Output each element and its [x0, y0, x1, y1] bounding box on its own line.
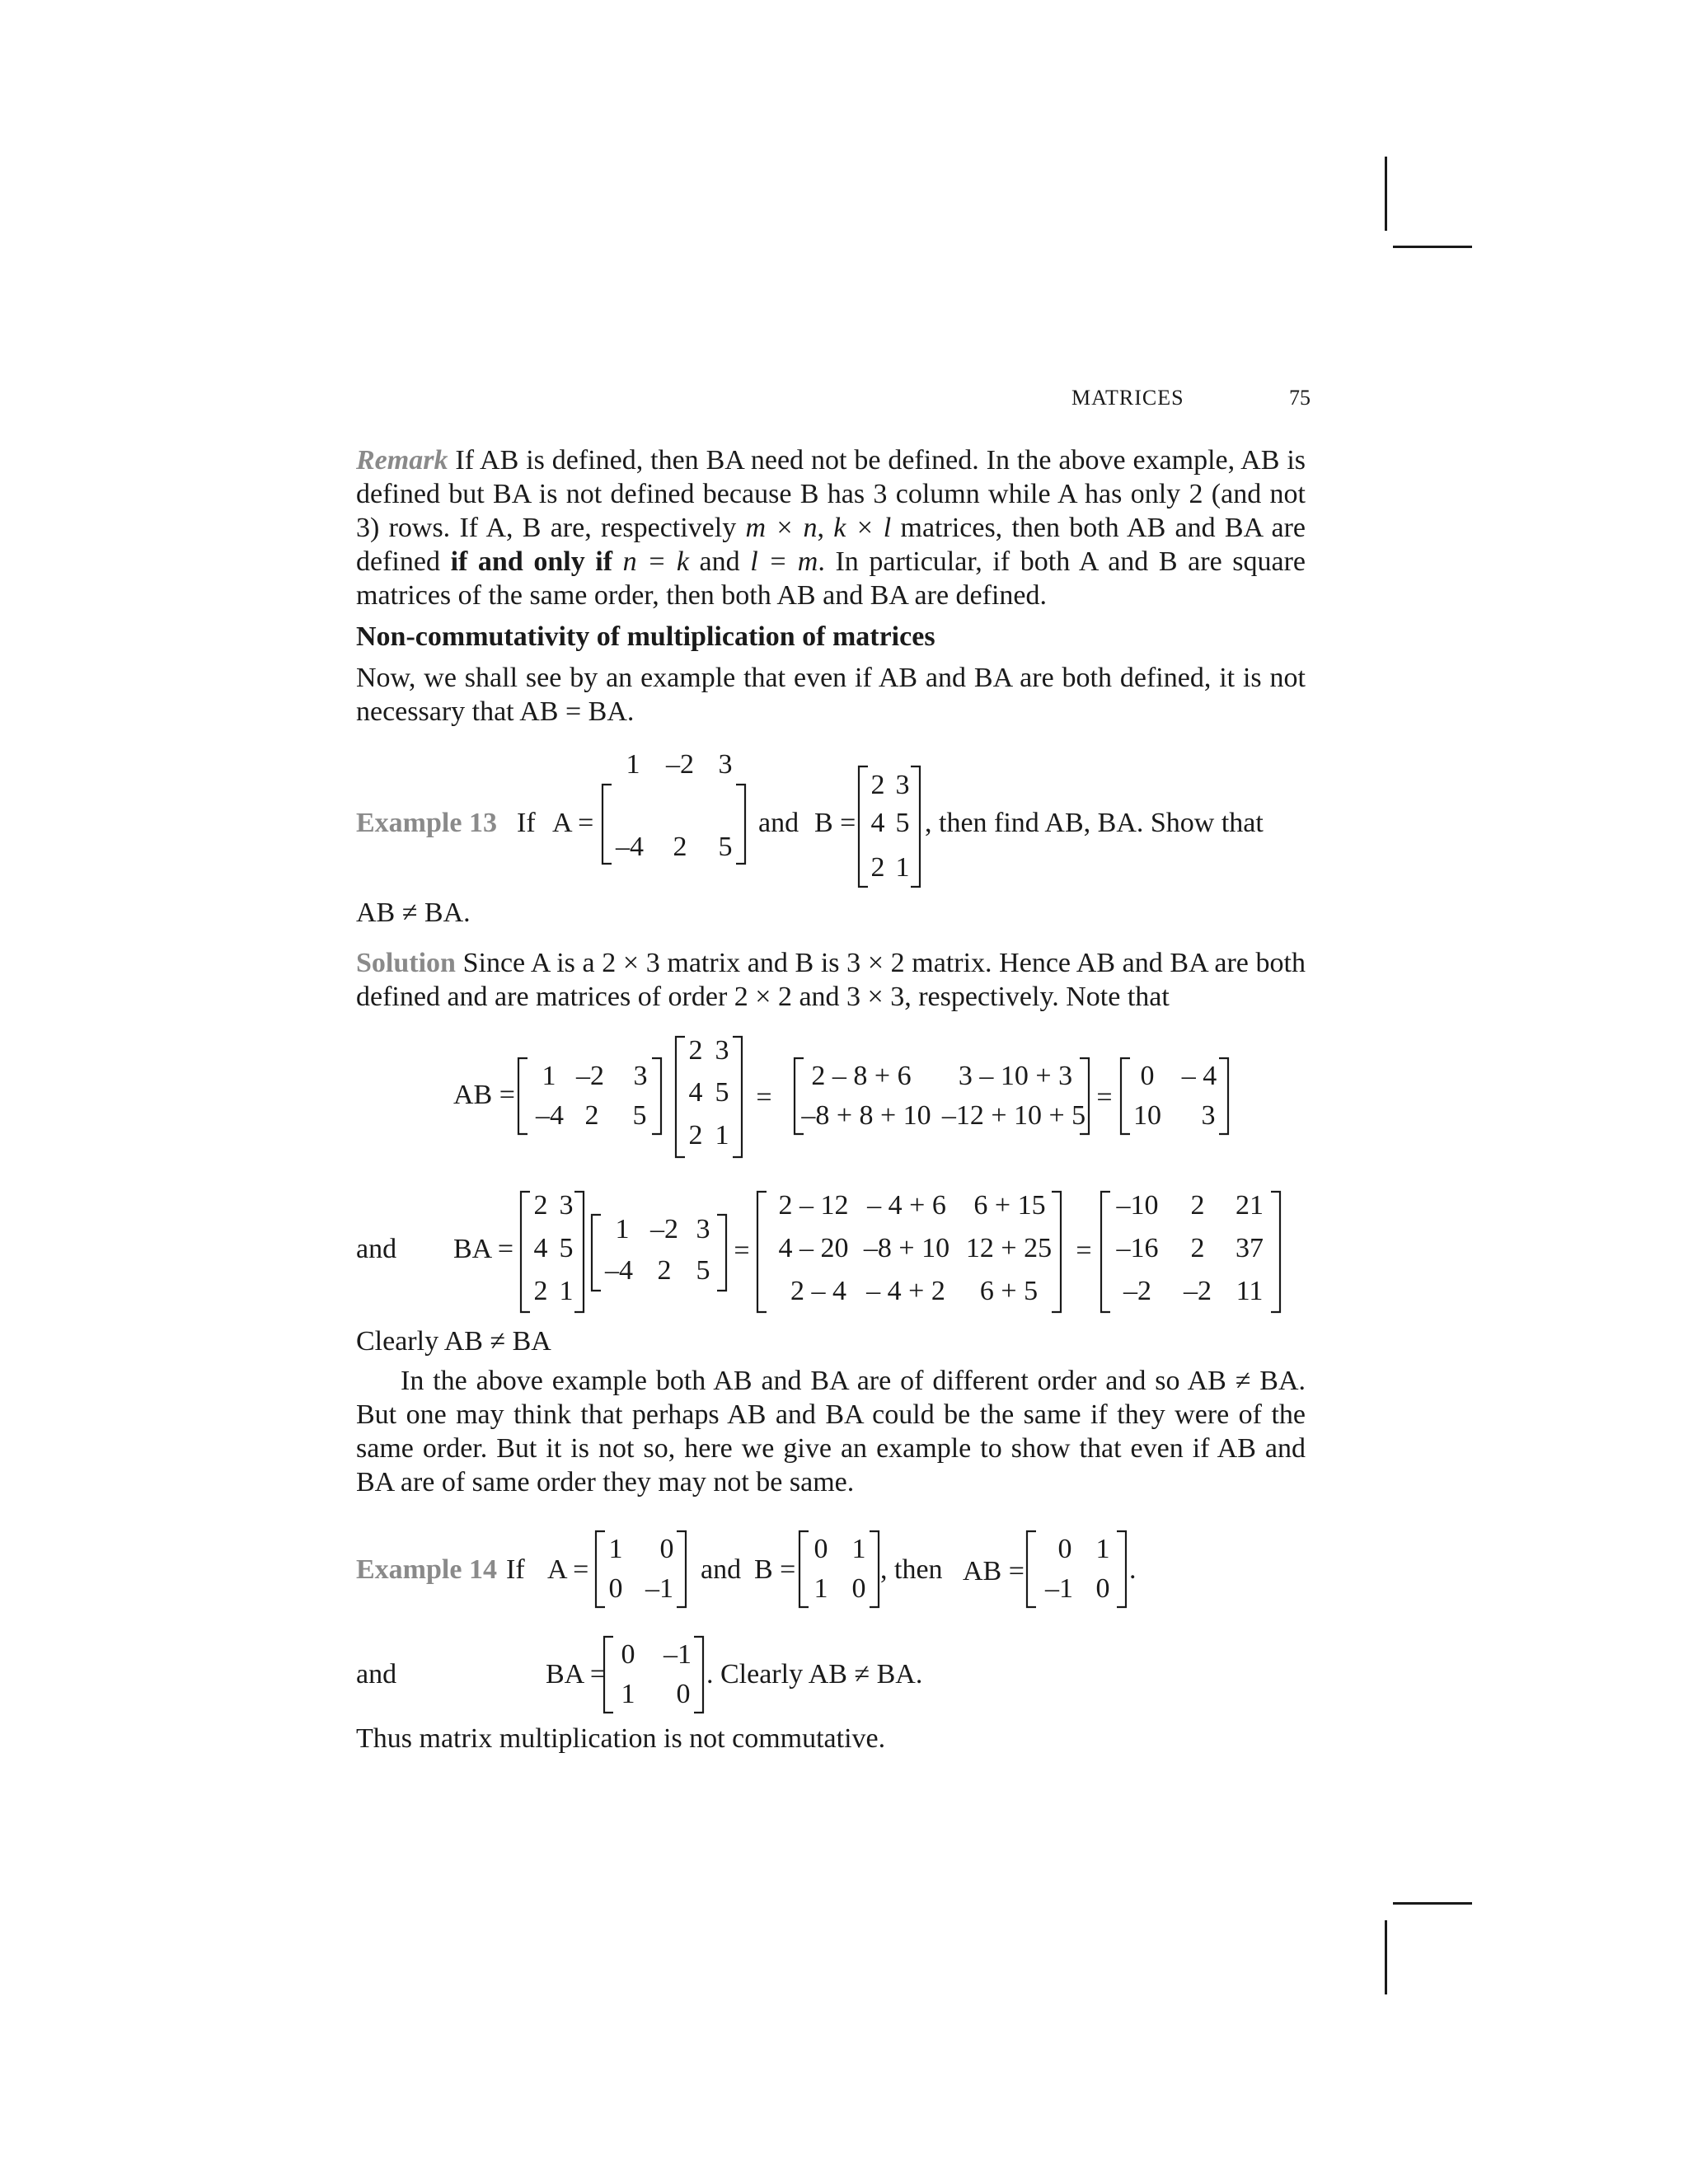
ab-a-cell: 3 [633, 1061, 648, 1091]
section-intro: Now, we shall see by an example that even if AB and BA are both defined, it is not necessary that AB = BA. [356, 663, 1306, 727]
example-14-then: , then [880, 1554, 943, 1585]
crop-mark-top-vertical [1385, 157, 1387, 231]
ba-a-cell: 1 [615, 1214, 630, 1244]
example-14-ba-cell: –1 [663, 1639, 692, 1670]
ab-equals-1: = [756, 1082, 772, 1113]
example-14-b-cell: 0 [814, 1534, 828, 1564]
ab-eq-label: AB = [453, 1080, 515, 1110]
ba-a-cell: –4 [605, 1255, 633, 1286]
ba-result-cell: 2 [1190, 1190, 1205, 1221]
example-14-b-cell: 1 [814, 1573, 828, 1604]
ba-step-cell: 12 + 25 [965, 1233, 1053, 1263]
example-14-ab-cell: 1 [1095, 1534, 1110, 1564]
ba-eq-label: BA = [453, 1234, 514, 1264]
ba-result-cell: 2 [1190, 1233, 1205, 1263]
ba-result-cell: –16 [1116, 1233, 1159, 1263]
example-14-b-cell: 0 [851, 1573, 866, 1604]
ba-result-cell: –10 [1116, 1190, 1159, 1221]
solution-label: Solution [356, 948, 456, 978]
iff-phrase: if and only if [450, 546, 613, 577]
ab-result-cell: 0 [1140, 1061, 1155, 1091]
example-13-b-cell: 5 [895, 808, 910, 838]
example-14-and-2: and [356, 1659, 397, 1690]
ba-result-cell: –2 [1184, 1276, 1212, 1306]
ab-step-cell: 2 – 8 + 6 [811, 1061, 912, 1091]
example-14-clearly: . Clearly AB ≠ BA. [706, 1659, 923, 1690]
ba-step-cell: – 4 + 2 [866, 1276, 945, 1306]
example-13-and: and [758, 808, 799, 838]
ab-a-cell: 5 [632, 1100, 647, 1131]
solution-clearly: Clearly AB ≠ BA [356, 1326, 551, 1357]
ba-a-cell: 2 [657, 1255, 672, 1286]
running-title: MATRICES [1071, 386, 1184, 410]
crop-mark-bottom-vertical [1385, 1920, 1387, 1994]
example-14-ab-cell: 0 [1095, 1573, 1110, 1604]
example-13-label: Example 13 [356, 808, 497, 838]
example-14-a-eq: A = [547, 1554, 589, 1585]
ab-a-cell: –4 [536, 1100, 564, 1131]
ba-a-cell: 5 [696, 1255, 710, 1286]
example-14-ba-cell: 1 [621, 1679, 635, 1709]
remark-label: Remark [356, 445, 448, 476]
ab-step-cell: –8 + 8 + 10 [801, 1100, 931, 1131]
ba-result-cell: –2 [1123, 1276, 1151, 1306]
ab-step-cell: –12 + 10 + 5 [941, 1100, 1086, 1131]
ab-a-cell: –2 [576, 1061, 604, 1091]
example-13-b-cell: 4 [870, 808, 885, 838]
example-13-b-cell: 1 [895, 852, 910, 883]
ab-result-cell: 3 [1201, 1100, 1216, 1131]
ba-equals-1: = [734, 1235, 750, 1266]
example-14-label: Example 14 [356, 1554, 497, 1585]
example-14-b-cell: 1 [851, 1534, 866, 1564]
example-13-if: If [517, 808, 536, 838]
example-14-ba-eq: BA = [546, 1659, 607, 1690]
example-13-then-text: , then find AB, BA. Show that [925, 808, 1264, 838]
ba-step-cell: 6 + 15 [973, 1190, 1046, 1221]
ba-step-cell: 2 – 4 [790, 1276, 846, 1306]
page-number: 75 [1289, 386, 1311, 410]
solution-paragraph: Solution Since A is a 2 × 3 matrix and B is 3 × 2 matrix. Hence AB and BA are both defined and are matrices of order 2 × 2 and 3 × 3, respectively. Note that [356, 948, 1306, 1012]
ba-b-cell: 4 [533, 1233, 548, 1263]
example-13-b-eq: B = [814, 808, 856, 838]
paragraph-order: In the above example both AB and BA are of different order and so AB ≠ BA. But one may think that perhaps AB and BA could be the same if they were of the same order. But it is not so, here we give an example to show that even if AB and BA are of same order they may not be same. [356, 1366, 1306, 1497]
ba-b-cell: 5 [559, 1233, 574, 1263]
ba-step-cell: 4 – 20 [778, 1233, 849, 1263]
example-13-a-cell: 3 [718, 749, 733, 780]
ba-result-cell: 37 [1236, 1233, 1264, 1263]
ba-b-cell: 2 [533, 1190, 548, 1221]
ba-result-cell: 21 [1236, 1190, 1264, 1221]
example-14-a-cell: 0 [608, 1573, 623, 1604]
ba-step-cell: 6 + 5 [979, 1276, 1039, 1306]
example-13-b-cell: 3 [895, 770, 910, 800]
ab-b-cell: 2 [688, 1120, 703, 1151]
example-14-ab-cell: –1 [1045, 1573, 1073, 1604]
example-14-b-eq: B = [754, 1554, 796, 1585]
example-14-a-cell: 1 [608, 1534, 623, 1564]
example-13-a-cell: 1 [626, 749, 640, 780]
section-heading: Non-commutativity of multiplication of matrices [356, 621, 935, 652]
ab-b-cell: 3 [715, 1035, 729, 1066]
example-14-ab-eq: AB = [963, 1556, 1025, 1586]
ba-a-cell: 3 [696, 1214, 710, 1244]
example-13-ab-ne-ba: AB ≠ BA. [356, 898, 471, 928]
example-14-ba-cell: 0 [621, 1639, 635, 1670]
ba-and: and [356, 1234, 397, 1264]
crop-mark-top-horizontal [1393, 246, 1472, 248]
example-13-a-cell: –4 [616, 832, 644, 862]
conclusion: Thus matrix multiplication is not commutative. [356, 1723, 886, 1754]
ba-b-cell: 3 [559, 1190, 574, 1221]
ab-b-cell: 4 [688, 1077, 703, 1108]
example-13-a-cell: –2 [666, 749, 694, 780]
example-14-ab-cell: 0 [1057, 1534, 1072, 1564]
example-14-matrix-ba-brackets [0, 0, 1, 1]
example-13-a-eq: A = [552, 808, 594, 838]
example-14-if: If [506, 1554, 525, 1585]
ba-result-cell: 11 [1236, 1276, 1264, 1306]
ab-a-cell: 1 [542, 1061, 556, 1091]
running-header [1071, 386, 1311, 410]
remark-paragraph: Remark If AB is defined, then BA need not be defined. In the above example, AB is defined but BA is not defined because B has 3 column while A has only 2 (and not 3) rows. If A, B are, respectively m × n, k × l matrices, then both AB and BA are defined if and only if n = k and l = m. In particular, if both A and B are square matrices of the same order, then both AB and BA are defined. [356, 445, 1306, 611]
ba-b-cell: 2 [533, 1276, 548, 1306]
ba-step-cell: 2 – 12 [778, 1190, 849, 1221]
example-14-ba-cell: 0 [676, 1679, 691, 1709]
ab-b-cell: 1 [715, 1120, 729, 1151]
ab-a-cell: 2 [584, 1100, 599, 1131]
example-13-a-cell: 5 [718, 832, 733, 862]
example-14-a-cell: 0 [659, 1534, 674, 1564]
example-14-and: and [701, 1554, 742, 1585]
ab-result-cell: – 4 [1181, 1061, 1217, 1091]
ab-step-cell: 3 – 10 + 3 [958, 1061, 1073, 1091]
example-14-a-cell: –1 [645, 1573, 673, 1604]
ba-equals-2: = [1076, 1235, 1092, 1266]
ab-equals-2: = [1096, 1082, 1113, 1113]
example-14-period: . [1129, 1554, 1137, 1585]
ab-b-cell: 5 [715, 1077, 729, 1108]
ab-result-cell: 10 [1133, 1100, 1161, 1131]
ba-step-cell: –8 + 10 [863, 1233, 950, 1263]
example-13-a-cell: 2 [673, 832, 687, 862]
example-13-b-cell: 2 [870, 770, 885, 800]
example-13-b-cell: 2 [870, 852, 885, 883]
ba-a-cell: –2 [650, 1214, 678, 1244]
ba-b-cell: 1 [559, 1276, 574, 1306]
ab-b-cell: 2 [688, 1035, 703, 1066]
crop-mark-bottom-horizontal [1393, 1902, 1472, 1905]
ba-step-cell: – 4 + 6 [867, 1190, 946, 1221]
